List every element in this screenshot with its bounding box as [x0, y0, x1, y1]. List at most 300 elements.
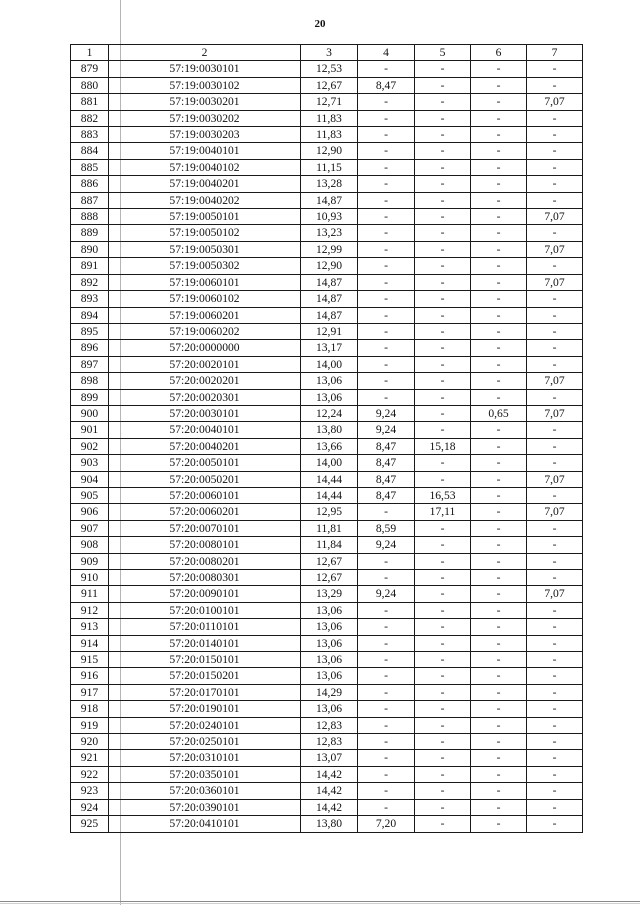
table-cell: 13,07	[301, 750, 358, 766]
table-cell: 13,06	[301, 389, 358, 405]
table-row	[71, 799, 583, 815]
table-cell: -	[358, 225, 415, 241]
table-cell: 57:19:0030203	[109, 127, 301, 143]
table-cell: -	[415, 176, 471, 192]
table-cell: -	[471, 537, 527, 553]
table-cell: 57:19:0040202	[109, 192, 301, 208]
table-cell: 7,07	[527, 586, 583, 602]
table-cell: -	[415, 766, 471, 782]
table-cell: 9,24	[358, 422, 415, 438]
table-cell: -	[527, 110, 583, 126]
table-row	[71, 307, 583, 323]
table-cell: 7,07	[527, 471, 583, 487]
table-cell: -	[415, 734, 471, 750]
row-number-cell: 910	[71, 570, 109, 586]
table-row	[71, 110, 583, 126]
table-cell: -	[415, 684, 471, 700]
row-number-cell: 909	[71, 553, 109, 569]
table-cell: 7,07	[527, 241, 583, 257]
table-cell: -	[415, 701, 471, 717]
table-cell: -	[358, 291, 415, 307]
table-cell: 57:19:0050101	[109, 209, 301, 225]
table-cell: 57:20:0150101	[109, 652, 301, 668]
table-cell: -	[527, 816, 583, 832]
table-cell: 57:20:0090101	[109, 586, 301, 602]
table-cell: -	[415, 225, 471, 241]
table-cell: -	[471, 816, 527, 832]
table-cell: -	[527, 766, 583, 782]
table-cell: -	[358, 373, 415, 389]
table-cell: -	[471, 94, 527, 110]
table-cell: -	[415, 323, 471, 339]
column-header: 1	[71, 45, 109, 61]
table-row	[71, 143, 583, 159]
table-cell: -	[471, 356, 527, 372]
table-cell: 13,23	[301, 225, 358, 241]
table-cell: 57:20:0060201	[109, 504, 301, 520]
table-cell: -	[471, 143, 527, 159]
page-bottom-rule	[0, 901, 640, 902]
table-cell: -	[358, 717, 415, 733]
table-row	[71, 389, 583, 405]
table-cell: -	[415, 422, 471, 438]
table-cell: -	[471, 602, 527, 618]
table-cell: 57:20:0140101	[109, 635, 301, 651]
table-cell: -	[471, 389, 527, 405]
table-cell: 57:20:0080301	[109, 570, 301, 586]
table-cell: 11,83	[301, 110, 358, 126]
row-number-cell: 917	[71, 684, 109, 700]
table-cell: 9,24	[358, 537, 415, 553]
table-cell: 7,07	[527, 405, 583, 421]
table-cell: 7,07	[527, 209, 583, 225]
table-cell: 13,06	[301, 602, 358, 618]
table-row	[71, 520, 583, 536]
table-row	[71, 766, 583, 782]
table-row	[71, 422, 583, 438]
table-cell: 57:20:0110101	[109, 619, 301, 635]
table-cell: -	[527, 487, 583, 503]
table-cell: 57:20:0190101	[109, 701, 301, 717]
table-cell: -	[415, 520, 471, 536]
table-row	[71, 684, 583, 700]
table-row	[71, 553, 583, 569]
table-cell: -	[415, 455, 471, 471]
table-cell: 57:20:0040101	[109, 422, 301, 438]
row-number-cell: 905	[71, 487, 109, 503]
table-cell: -	[415, 143, 471, 159]
table-cell: -	[527, 176, 583, 192]
row-number-cell: 887	[71, 192, 109, 208]
table-cell: -	[358, 143, 415, 159]
table-cell: -	[471, 504, 527, 520]
table-cell: -	[527, 734, 583, 750]
table-cell: 14,42	[301, 783, 358, 799]
table-cell: 12,71	[301, 94, 358, 110]
table-cell: 7,07	[527, 504, 583, 520]
row-number-cell: 879	[71, 61, 109, 77]
table-cell: 12,90	[301, 258, 358, 274]
table-cell: 14,87	[301, 192, 358, 208]
table-cell: -	[415, 619, 471, 635]
row-number-cell: 895	[71, 323, 109, 339]
table-cell: 14,87	[301, 274, 358, 290]
table-cell: 57:19:0040101	[109, 143, 301, 159]
row-number-cell: 880	[71, 77, 109, 93]
table-cell: -	[415, 61, 471, 77]
table-cell: 57:20:0170101	[109, 684, 301, 700]
table-cell: 8,47	[358, 455, 415, 471]
table-cell: -	[527, 570, 583, 586]
row-number-cell: 886	[71, 176, 109, 192]
table-cell: 57:19:0050102	[109, 225, 301, 241]
table-cell: 11,81	[301, 520, 358, 536]
table-cell: 57:20:0250101	[109, 734, 301, 750]
table-cell: -	[415, 258, 471, 274]
row-number-cell: 919	[71, 717, 109, 733]
table-cell: -	[415, 356, 471, 372]
table-row	[71, 602, 583, 618]
table-row	[71, 77, 583, 93]
row-number-cell: 892	[71, 274, 109, 290]
table-cell: 14,29	[301, 684, 358, 700]
table-cell: 57:20:0020301	[109, 389, 301, 405]
table-cell: -	[415, 94, 471, 110]
table-cell: -	[415, 389, 471, 405]
column-header: 5	[415, 45, 471, 61]
table-cell: 13,29	[301, 586, 358, 602]
table-cell: 57:20:0000000	[109, 340, 301, 356]
table-cell: -	[415, 816, 471, 832]
table-cell: 12,83	[301, 717, 358, 733]
table-cell: -	[471, 61, 527, 77]
table-cell: -	[358, 192, 415, 208]
table-row	[71, 701, 583, 717]
table-cell: -	[527, 291, 583, 307]
table-cell: 7,07	[527, 94, 583, 110]
row-number-cell: 899	[71, 389, 109, 405]
row-number-cell: 883	[71, 127, 109, 143]
table-cell: -	[527, 422, 583, 438]
table-row	[71, 750, 583, 766]
table-cell: -	[415, 635, 471, 651]
table-cell: -	[415, 471, 471, 487]
row-number-cell: 906	[71, 504, 109, 520]
table-cell: -	[471, 455, 527, 471]
table-cell: -	[415, 537, 471, 553]
table-cell: -	[358, 619, 415, 635]
row-number-cell: 893	[71, 291, 109, 307]
table-cell: 57:19:0060102	[109, 291, 301, 307]
table-cell: 14,00	[301, 455, 358, 471]
table-cell: -	[471, 553, 527, 569]
row-number-cell: 912	[71, 602, 109, 618]
row-number-cell: 920	[71, 734, 109, 750]
table-cell: 11,83	[301, 127, 358, 143]
table-cell: -	[527, 127, 583, 143]
table-cell: -	[471, 291, 527, 307]
table-row	[71, 405, 583, 421]
table-cell: 57:20:0360101	[109, 783, 301, 799]
table-cell: -	[358, 734, 415, 750]
table-cell: 14,44	[301, 471, 358, 487]
table-cell: 57:20:0310101	[109, 750, 301, 766]
table-cell: -	[471, 734, 527, 750]
table-cell: -	[527, 143, 583, 159]
table-cell: -	[358, 323, 415, 339]
table-cell: 57:20:0040201	[109, 438, 301, 454]
table-cell: 12,67	[301, 553, 358, 569]
table-cell: -	[471, 750, 527, 766]
table-cell: -	[358, 127, 415, 143]
table-cell: -	[471, 323, 527, 339]
row-number-cell: 881	[71, 94, 109, 110]
table-cell: -	[527, 159, 583, 175]
table-cell: 13,28	[301, 176, 358, 192]
page-bottom-rule-secondary	[0, 903, 640, 904]
table-cell: -	[527, 77, 583, 93]
table-cell: -	[358, 766, 415, 782]
table-cell: 57:19:0060101	[109, 274, 301, 290]
table-cell: -	[415, 241, 471, 257]
table-row	[71, 176, 583, 192]
table-cell: -	[471, 422, 527, 438]
table-cell: -	[358, 389, 415, 405]
table-cell: -	[415, 77, 471, 93]
table-cell: -	[358, 274, 415, 290]
table-row	[71, 783, 583, 799]
row-number-cell: 921	[71, 750, 109, 766]
row-number-cell: 888	[71, 209, 109, 225]
table-cell: -	[471, 225, 527, 241]
table-cell: 10,93	[301, 209, 358, 225]
table-cell: 57:19:0040102	[109, 159, 301, 175]
table-cell: 8,47	[358, 471, 415, 487]
table-cell: 14,44	[301, 487, 358, 503]
table-cell: -	[358, 684, 415, 700]
table-cell: -	[527, 652, 583, 668]
table-cell: -	[415, 291, 471, 307]
table-cell: -	[415, 799, 471, 815]
table-cell: 57:20:0390101	[109, 799, 301, 815]
table-cell: -	[471, 127, 527, 143]
table-cell: -	[471, 570, 527, 586]
column-header: 3	[301, 45, 358, 61]
table-cell: -	[471, 176, 527, 192]
table-row	[71, 94, 583, 110]
table-row	[71, 487, 583, 503]
table-cell: 12,95	[301, 504, 358, 520]
table-cell: -	[415, 783, 471, 799]
row-number-cell: 896	[71, 340, 109, 356]
table-cell: -	[471, 241, 527, 257]
table-cell: -	[471, 652, 527, 668]
row-number-cell: 890	[71, 241, 109, 257]
table-cell: 14,00	[301, 356, 358, 372]
table-cell: -	[471, 520, 527, 536]
table-row	[71, 241, 583, 257]
table-cell: 12,24	[301, 405, 358, 421]
row-number-cell: 925	[71, 816, 109, 832]
column-header: 6	[471, 45, 527, 61]
row-number-cell: 904	[71, 471, 109, 487]
table-cell: -	[471, 635, 527, 651]
table-cell: -	[358, 553, 415, 569]
table-row	[71, 373, 583, 389]
table-cell: 12,53	[301, 61, 358, 77]
table-cell: 17,11	[415, 504, 471, 520]
table-row	[71, 619, 583, 635]
table-cell: -	[358, 570, 415, 586]
table-cell: -	[415, 668, 471, 684]
table-cell: -	[415, 307, 471, 323]
table-cell: -	[471, 717, 527, 733]
table-row	[71, 192, 583, 208]
table-cell: -	[527, 619, 583, 635]
table-cell: -	[471, 799, 527, 815]
row-number-cell: 903	[71, 455, 109, 471]
page-number: 20	[314, 18, 326, 30]
table-cell: -	[471, 487, 527, 503]
table-cell: 57:19:0060202	[109, 323, 301, 339]
table-cell: -	[471, 307, 527, 323]
table-row	[71, 61, 583, 77]
table-row	[71, 258, 583, 274]
table-row	[71, 209, 583, 225]
table-cell: 15,18	[415, 438, 471, 454]
table-cell: -	[527, 602, 583, 618]
table-row	[71, 734, 583, 750]
table-cell: -	[527, 783, 583, 799]
table-cell: 8,59	[358, 520, 415, 536]
table-cell: -	[527, 192, 583, 208]
table-cell: 57:20:0100101	[109, 602, 301, 618]
table-cell: -	[415, 570, 471, 586]
table-row	[71, 340, 583, 356]
table-cell: -	[415, 340, 471, 356]
table-cell: 57:19:0030202	[109, 110, 301, 126]
table-cell: -	[415, 373, 471, 389]
table-row	[71, 356, 583, 372]
table-cell: -	[415, 209, 471, 225]
table-cell: 57:20:0350101	[109, 766, 301, 782]
column-header: 2	[109, 45, 301, 61]
table-cell: -	[471, 471, 527, 487]
table-cell: -	[471, 373, 527, 389]
table-row	[71, 504, 583, 520]
table-cell: -	[415, 110, 471, 126]
table-cell: -	[358, 94, 415, 110]
table-cell: -	[471, 701, 527, 717]
table-cell: 13,06	[301, 701, 358, 717]
table-cell: -	[527, 799, 583, 815]
table-cell: -	[471, 110, 527, 126]
table-cell: -	[527, 389, 583, 405]
row-number-cell: 894	[71, 307, 109, 323]
table-cell: -	[358, 504, 415, 520]
row-number-cell: 922	[71, 766, 109, 782]
table-row	[71, 455, 583, 471]
table-cell: -	[527, 520, 583, 536]
table-cell: -	[358, 668, 415, 684]
table-cell: -	[358, 356, 415, 372]
table-row	[71, 471, 583, 487]
table-row	[71, 291, 583, 307]
table-cell: -	[471, 77, 527, 93]
table-cell: -	[358, 602, 415, 618]
table-cell: 57:20:0240101	[109, 717, 301, 733]
table-cell: 57:19:0050302	[109, 258, 301, 274]
table-cell: -	[358, 652, 415, 668]
row-number-cell: 916	[71, 668, 109, 684]
table-cell: -	[415, 159, 471, 175]
table-cell: -	[358, 750, 415, 766]
table-row	[71, 225, 583, 241]
table-cell: -	[471, 684, 527, 700]
table-cell: 57:19:0060201	[109, 307, 301, 323]
table-cell: 7,07	[527, 373, 583, 389]
table-cell: -	[358, 61, 415, 77]
row-number-cell: 911	[71, 586, 109, 602]
table-cell: -	[415, 652, 471, 668]
table-cell: 13,17	[301, 340, 358, 356]
table-cell: -	[471, 340, 527, 356]
table-cell: -	[527, 668, 583, 684]
row-number-cell: 913	[71, 619, 109, 635]
table-cell: -	[471, 668, 527, 684]
table-cell: 13,66	[301, 438, 358, 454]
table-cell: 13,80	[301, 816, 358, 832]
table-cell: 57:19:0040201	[109, 176, 301, 192]
table-cell: 57:19:0030102	[109, 77, 301, 93]
row-number-cell: 923	[71, 783, 109, 799]
table-cell: -	[358, 340, 415, 356]
table-cell: -	[415, 750, 471, 766]
row-number-cell: 891	[71, 258, 109, 274]
table-cell: -	[471, 766, 527, 782]
table-cell: 57:20:0020201	[109, 373, 301, 389]
table-cell: 13,80	[301, 422, 358, 438]
table-cell: -	[358, 799, 415, 815]
table-cell: 12,83	[301, 734, 358, 750]
table-cell: 9,24	[358, 405, 415, 421]
table-cell: -	[415, 717, 471, 733]
table-cell: 11,15	[301, 159, 358, 175]
table-cell: 7,07	[527, 274, 583, 290]
table-cell: 57:20:0050201	[109, 471, 301, 487]
table-cell: 14,42	[301, 766, 358, 782]
table-cell: 57:20:0070101	[109, 520, 301, 536]
table-cell: 14,87	[301, 291, 358, 307]
table-header-row	[71, 45, 583, 61]
table-cell: -	[358, 635, 415, 651]
row-number-cell: 907	[71, 520, 109, 536]
table-cell: 12,67	[301, 570, 358, 586]
table-cell: 16,53	[415, 487, 471, 503]
table-row	[71, 816, 583, 832]
row-number-cell: 914	[71, 635, 109, 651]
row-number-cell: 902	[71, 438, 109, 454]
row-number-cell: 882	[71, 110, 109, 126]
row-number-cell: 889	[71, 225, 109, 241]
table-cell: 13,06	[301, 668, 358, 684]
table-cell: 9,24	[358, 586, 415, 602]
table-row	[71, 586, 583, 602]
table-cell: -	[415, 602, 471, 618]
column-header: 7	[527, 45, 583, 61]
table-row	[71, 652, 583, 668]
table-row	[71, 323, 583, 339]
